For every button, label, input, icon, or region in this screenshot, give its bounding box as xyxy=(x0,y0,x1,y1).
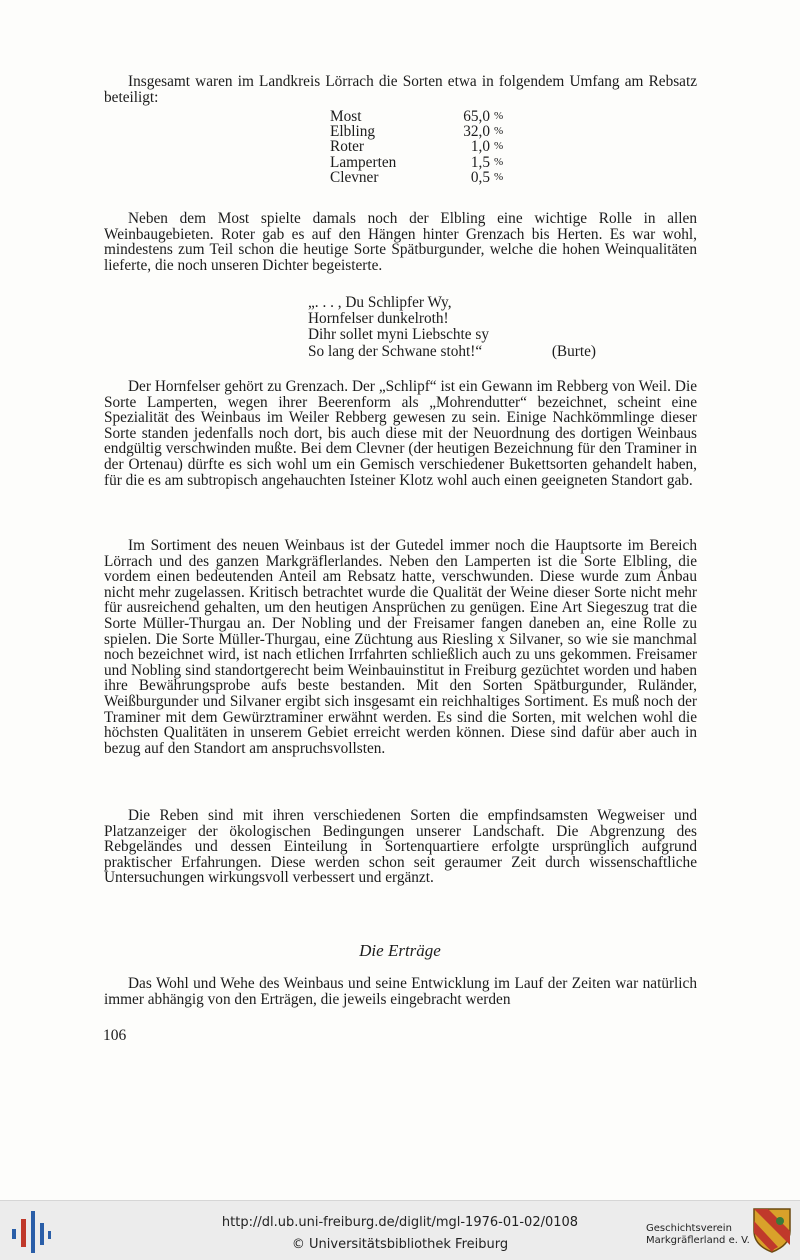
paragraph xyxy=(104,211,697,273)
table-row xyxy=(330,109,503,124)
copyright-notice: © Universitätsbibliothek Freiburg xyxy=(291,1237,509,1252)
variety-value: 0,5 xyxy=(470,168,490,186)
variety-value: 1,0 xyxy=(470,138,490,156)
society-name xyxy=(646,1223,750,1247)
intro-text: Insgesamt waren im Landkreis Lörrach die Sorten etwa in folgendem Umfang am Rebsatz beteiligt: xyxy=(104,73,697,106)
variety-name: Elbling xyxy=(330,123,376,141)
society-line: Geschichtsverein xyxy=(646,1223,732,1234)
section-heading: Die Erträge xyxy=(359,941,441,960)
coat-of-arms-icon xyxy=(752,1207,792,1253)
table-row xyxy=(330,170,503,185)
paragraph-text: Im Sortiment des neuen Weinbaus ist der Gutedel immer noch die Hauptsorte im Bereich Lörrach und des ganzen Markgräflerlandes. Neben den Lamperten ist die Sorte Elbling, die vordem einen bedeutenden Anteil am Rebsatz hatte, verschwunden. Diese wurde zum Anbau nicht mehr zugelassen. Kritisch betrachtet wurde die Qualität der Weine dieser Sorte nicht mehr für ausreichend gehalten, um den heutigen Ansprüchen zu genügen. Eine Art Siegeszug trat die Sorte Müller-Thurgau an. Der Nobling und der Freisamer fangen daneben an, eine Rolle zu spielen. Die Sorte Müller-Thurgau, eine Züchtung aus Riesling x Silvaner, so wie sie manchmal noch bezeichnet wird, ist nach etlichen Irrfahrten schließlich auch zu uns gekommen. Freisamer und Nobling sind standortgerecht beim Weinbauinstitut in Freiburg gezüchtet worden und haben ihre Bewährungsprobe aufs beste bestanden. Mit den Sorten Spätburgunder, Ruländer, Weißburgunder und Silvaner ergibt sich insgesamt ein reichhaltiges Sortiment. Es muß noch der Traminer mit dem Gewürztraminer erwähnt werden. Es sind die Sorten, mit welchen wohl die höchsten Qualitäten in unserem Gebiet erreicht werden können. Diese sind dafür aber auch in bezug auf den Standort am anspruchsvollsten. xyxy=(104,537,697,757)
poem-last-line xyxy=(308,344,608,360)
permalink-url[interactable]: http://dl.ub.uni-freiburg.de/diglit/mgl-1976-01-02/0108 xyxy=(221,1215,579,1230)
poem-author: (Burte) xyxy=(551,342,596,360)
paragraph xyxy=(104,379,697,488)
page-number: 106 xyxy=(103,1027,127,1044)
poem-line: Hornfelser dunkelroth! xyxy=(308,310,449,328)
percent-unit: % xyxy=(494,140,504,153)
paragraph xyxy=(104,976,697,1007)
poem-line: So lang der Schwane stoht!“ xyxy=(308,342,483,360)
variety-name: Clevner xyxy=(330,168,379,186)
paragraph xyxy=(104,538,697,756)
table-row xyxy=(330,155,503,170)
percent-unit: % xyxy=(494,155,504,168)
paragraph-text: Neben dem Most spielte damals noch der Elbling eine wichtige Rolle in allen Weinbaugebieten. Roter gab es auf den Hängen hinter Grenzach bis Herten. Es war wohl, mindestens zum Teil schon die heutige Sorte Spätburgunder, welche die hohen Weinqualitäten lieferte, die noch unseren Dichter begeisterte. xyxy=(104,210,697,274)
percent-unit: % xyxy=(494,110,504,122)
variety-value: 1,5 xyxy=(470,153,490,171)
paragraph-text: Das Wohl und Wehe des Weinbaus und seine Entwicklung im Lauf der Zeiten war natürlich immer abhängig von den Erträgen, die jeweils eingebracht werden xyxy=(104,975,697,1008)
poem-line: „. . . , Du Schlipfer Wy, xyxy=(308,294,452,311)
paragraph-text: Die Reben sind mit ihren verschiedenen Sorten die empfindsamsten Wegweiser und Platzanzeiger der ökologischen Bedingungen unserer Landschaft. Die Abgrenzung des Rebgeländes und dessen Einteilung in Sortenquartiere erfolgte ursprünglich aufgrund praktischer Erfahrungen. Diese werden schon seit geraumer Zeit durch wissenschaftliche Untersuchungen wirkungsvoll verbessert und ergänzt. xyxy=(104,807,697,887)
viewer-footer xyxy=(0,1200,800,1260)
percent-unit: % xyxy=(494,125,504,138)
variety-name: Most xyxy=(330,108,362,125)
variety-name: Roter xyxy=(330,138,364,156)
paragraph xyxy=(104,808,697,886)
table-row xyxy=(330,124,503,139)
variety-share-table xyxy=(330,109,503,185)
society-line: Markgräflerland e. V. xyxy=(646,1235,750,1246)
variety-value: 32,0 xyxy=(463,123,490,141)
variety-name: Lamperten xyxy=(330,153,397,171)
table-row xyxy=(330,139,503,154)
percent-unit: % xyxy=(494,170,504,183)
intro-paragraph xyxy=(104,74,697,105)
paragraph-text: Der Hornfelser gehört zu Grenzach. Der „Schlipf“ ist ein Gewann im Rebberg von Weil. Die Sorte Lamperten, wegen ihrer Beerenform als „Mohrendutter“ bezeichnet, scheint eine Spezialität des Weinbaus im Weiler Rebberg gewesen zu sein. Einige Nachkömmlinge dieser Sorte standen jedenfalls noch dort, bis auch diese mit der Neuordnung des dortigen Weinbaus endgültig verschwinden mußte. Bei dem Clevner (der heutigen Bezeichnung für den Traminer in der Ortenau) dürfte es sich wohl um ein Gemisch verschiedener Bukettsorten gehandelt haben, für die es am subtropisch angehauchten Isteiner Klotz wohl auch einen geeigneten Standort gab. xyxy=(104,378,697,489)
poem-line: Dihr sollet myni Liebschte sy xyxy=(308,326,489,344)
variety-value: 65,0 xyxy=(463,108,490,125)
poem-quote xyxy=(308,295,608,360)
